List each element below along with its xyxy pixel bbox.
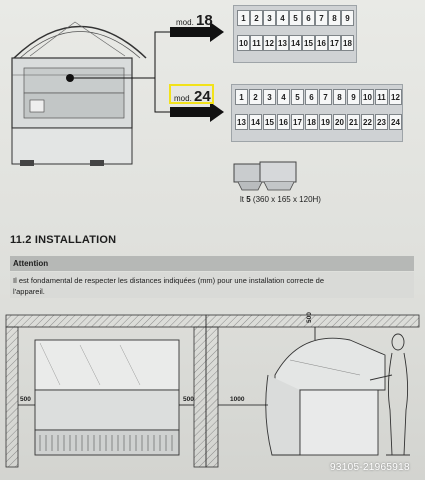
tray-cell: 12 (263, 35, 276, 51)
tray-cell: 2 (249, 89, 262, 105)
tray-cell: 17 (328, 35, 341, 51)
tray-cell: 7 (315, 10, 328, 26)
tray-cell: 11 (250, 35, 263, 51)
tray-cell: 5 (289, 10, 302, 26)
attention-text (10, 272, 414, 298)
attention-line-2: l'appareil. (13, 287, 45, 296)
tray-cell: 1 (237, 10, 250, 26)
tray-cell: 18 (341, 35, 354, 51)
tray-cell: 19 (319, 114, 332, 130)
tray-cell: 20 (333, 114, 346, 130)
tray-cell: 16 (315, 35, 328, 51)
tray-cell: 16 (277, 114, 290, 130)
tray-cell: 9 (341, 10, 354, 26)
model-24-label: mod. 24 (174, 88, 211, 105)
section-title: 11.2 INSTALLATION (10, 234, 117, 246)
tray-cell: 22 (361, 114, 374, 130)
tray-cell: 8 (333, 89, 346, 105)
ice-cream-pan-icon (232, 160, 302, 192)
tray-cell: 6 (305, 89, 318, 105)
tray-cell: 21 (347, 114, 360, 130)
watermark: 93105-21965918 (330, 462, 410, 473)
attention-title: Attention (10, 256, 414, 271)
tray-cell: 24 (389, 114, 402, 130)
tray-cell: 14 (289, 35, 302, 51)
tray-cell: 4 (277, 89, 290, 105)
tray-cell: 13 (235, 114, 248, 130)
model-18-label: mod. 18 (176, 12, 213, 29)
tray-cell: 13 (276, 35, 289, 51)
dim-top: 500 (306, 312, 313, 323)
tray-cell: 3 (263, 89, 276, 105)
tray-cell: 8 (328, 10, 341, 26)
tray-cell: 12 (389, 89, 402, 105)
tray-cell: 2 (250, 10, 263, 26)
tray-cell: 1 (235, 89, 248, 105)
tray-cell: 14 (249, 114, 262, 130)
dim-front: 1000 (230, 396, 245, 403)
tray-cell: 3 (263, 10, 276, 26)
tray-cell: 9 (347, 89, 360, 105)
tray-cell: 15 (302, 35, 315, 51)
tray-cell: 23 (375, 114, 388, 130)
tray-cell: 6 (302, 10, 315, 26)
tray-cell: 15 (263, 114, 276, 130)
dim-right: 500 (183, 396, 194, 403)
tray-cell: 18 (305, 114, 318, 130)
tray-cell: 4 (276, 10, 289, 26)
dim-left: 500 (20, 396, 31, 403)
tray-cell: 10 (361, 89, 374, 105)
tray-cell: 11 (375, 89, 388, 105)
pan-caption: lt 5 (360 x 165 x 120H) (240, 195, 321, 204)
installation-diagram (0, 305, 425, 480)
tray-cell: 10 (237, 35, 250, 51)
tray-cell: 5 (291, 89, 304, 105)
tray-cell: 17 (291, 114, 304, 130)
tray-cell: 7 (319, 89, 332, 105)
attention-line-1: Il est fondamental de respecter les distances indiquées (mm) pour une installation correcte de (13, 276, 324, 285)
